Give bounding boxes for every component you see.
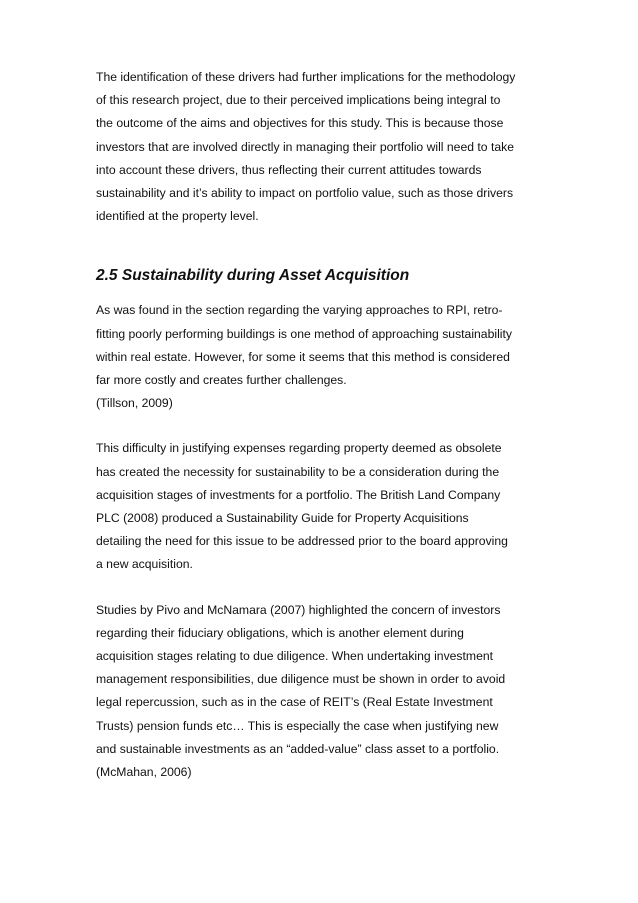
paragraph-justifying-expenses [96, 437, 548, 576]
text-line: This difficulty in justifying expenses regarding property deemed as obsolete [96, 441, 502, 456]
text-line: Studies by Pivo and McNamara (2007) highlighted the concern of investors [96, 602, 501, 617]
text-line: and sustainable investments as an “added-value” class asset to a portfolio. [96, 741, 500, 756]
citation-mcmahan: (McMahan, 2006) [96, 765, 192, 780]
text-line: has created the necessity for sustainability to be a consideration during the [96, 464, 500, 479]
text-line: acquisition stages of investments for a portfolio. The British Land Company [96, 487, 501, 502]
text-line: into account these drivers, thus reflecting their current attitudes towards [96, 162, 482, 177]
paragraph-drivers-implications [96, 66, 548, 228]
spacer [96, 415, 548, 437]
text-line: The identification of these drivers had further implications for the methodology [96, 70, 516, 84]
text-line: a new acquisition. [96, 557, 193, 572]
spacer [96, 228, 548, 265]
text-line: acquisition stages relating to due diligence. When undertaking investment [96, 649, 494, 664]
text-line: Trusts) pension funds etc… This is especially the case when justifying new [96, 718, 499, 733]
text-line: PLC (2008) produced a Sustainability Guide for Property Acquisitions [96, 511, 469, 526]
text-line: management responsibilities, due diligence must be shown in order to avoid [96, 672, 506, 687]
text-line: detailing the need for this issue to be addressed prior to the board approving [96, 534, 508, 549]
citation-tillson: (Tillson, 2009) [96, 396, 173, 411]
text-line: As was found in the section regarding the varying approaches to RPI, retro- [96, 303, 503, 318]
text-line: fitting poorly performing buildings is one method of approaching sustainability [96, 326, 512, 341]
text-line: sustainability and it’s ability to impact on portfolio value, such as those drivers [96, 186, 514, 201]
text-line: regarding their fiduciary obligations, which is another element during [96, 625, 464, 640]
paragraph-fiduciary-obligations [96, 599, 548, 785]
text-line: legal repercussion, such as in the case of REIT’s (Real Estate Investment [96, 695, 493, 710]
text-line: of this research project, due to their perceived implications being integral to [96, 93, 501, 108]
section-heading: 2.5 Sustainability during Asset Acquisition [96, 267, 410, 285]
document-page [96, 66, 548, 784]
spacer [96, 577, 548, 599]
text-line: investors that are involved directly in managing their portfolio will need to take [96, 139, 514, 154]
text-line: far more costly and creates further challenges. [96, 373, 347, 388]
paragraph-retrofitting [96, 299, 548, 415]
text-line: within real estate. However, for some it seems that this method is considered [96, 349, 510, 364]
text-line: the outcome of the aims and objectives for this study. This is because those [96, 116, 504, 131]
text-line: identified at the property level. [96, 209, 259, 224]
